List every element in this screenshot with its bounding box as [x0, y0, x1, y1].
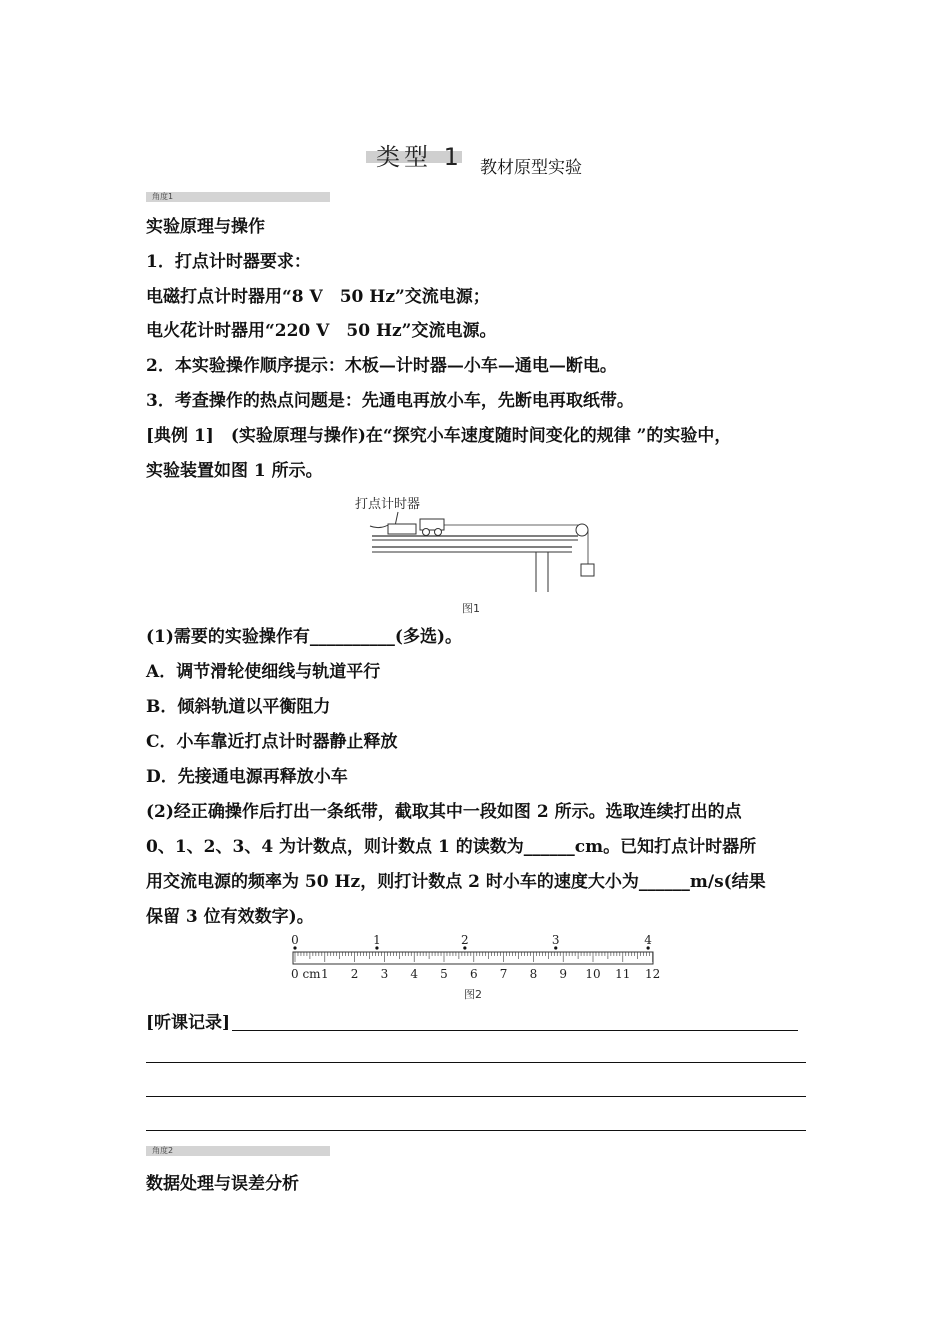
question-2-line-3: 用交流电源的频率为 50 Hz，则打计数点 2 时小车的速度大小为______m/s(结果	[146, 872, 766, 892]
section-heading-data: 数据处理与误差分析	[146, 1174, 299, 1194]
type-subtitle: 教材原型实验	[480, 158, 582, 178]
counting-point-label: 2	[461, 933, 469, 947]
ruler-points	[291, 933, 652, 950]
figure-1-caption: 图1	[462, 602, 480, 615]
requirement-item-1b: 电火花计时器用“220 V 50 Hz”交流电源。	[146, 321, 497, 341]
angle-tag-1	[146, 192, 330, 202]
timer-block	[388, 524, 416, 534]
ruler-number: 6	[469, 967, 478, 981]
ruler-number: 7	[499, 967, 508, 981]
record-label: [听课记录]	[146, 1013, 231, 1033]
counting-point-label: 0	[291, 933, 299, 947]
figure-1-timer-label: 打点计时器	[355, 497, 421, 512]
ruler-number: 9	[559, 967, 568, 981]
figure-2-ruler	[285, 932, 665, 984]
type-label: 类型 1	[376, 143, 463, 171]
paper-tape	[370, 524, 390, 528]
record-line-1[interactable]	[232, 1030, 798, 1031]
ruler-number: 3	[380, 967, 389, 981]
example-line-1: [典例 1] (实验原理与操作)在“探究小车速度随时间变化的规律 ”的实验中，	[146, 426, 732, 446]
angle-tag-1-label: 角度1	[152, 192, 174, 201]
record-line-2[interactable]	[146, 1062, 806, 1063]
ruler-number: 8	[529, 967, 538, 981]
option-d: D．先接通电源再释放小车	[146, 767, 348, 787]
example-line-2: 实验装置如图 1 所示。	[146, 461, 323, 481]
figure-2-caption: 图2	[464, 988, 482, 1001]
cart-wheel-right	[435, 529, 442, 536]
section-heading-principle: 实验原理与操作	[146, 217, 265, 237]
ruler-number: 10	[585, 967, 601, 981]
counting-point-label: 1	[373, 933, 381, 947]
ruler-number: 4	[410, 967, 419, 981]
counting-point-label: 3	[551, 933, 560, 947]
counting-point-label: 4	[644, 933, 652, 947]
figure-1-apparatus	[350, 492, 600, 617]
cart-body	[420, 519, 444, 530]
ruler-numbers	[321, 967, 660, 981]
question-2-line-1: (2)经正确操作后打出一条纸带，截取其中一段如图 2 所示。选取连续打出的点	[146, 802, 742, 822]
requirement-item-3: 3．考查操作的热点问题是：先通电再放小车，先断电再取纸带。	[146, 391, 634, 411]
option-b: B．倾斜轨道以平衡阻力	[146, 697, 331, 717]
ruler-unit-label: 0 cm	[291, 967, 321, 981]
ruler-number: 11	[615, 967, 631, 981]
ruler-number: 12	[644, 967, 661, 981]
ruler-number: 5	[440, 967, 448, 981]
angle-tag-2	[146, 1146, 330, 1156]
record-line-3[interactable]	[146, 1096, 806, 1097]
question-2-line-4: 保留 3 位有效数字)。	[146, 907, 314, 927]
question-1-stem: (1)需要的实验操作有__________(多选)。	[146, 627, 463, 647]
ruler-number: 2	[350, 967, 359, 981]
type-header	[366, 137, 606, 177]
requirement-item-1a: 电磁打点计时器用“8 V 50 Hz”交流电源；	[146, 287, 490, 307]
ruler-number: 1	[320, 967, 329, 981]
requirement-item-2: 2．本实验操作顺序提示：木板—计时器—小车—通电—断电。	[146, 356, 617, 376]
angle-tag-2-label: 角度2	[152, 1146, 174, 1155]
cart-wheel-left	[423, 529, 430, 536]
pulley	[576, 524, 588, 536]
record-line-4[interactable]	[146, 1130, 806, 1131]
option-a: A．调节滑轮使细线与轨道平行	[146, 662, 381, 682]
hanging-weight	[581, 564, 594, 576]
requirement-item-1: 1．打点计时器要求：	[146, 252, 311, 272]
question-2-line-2: 0、1、2、3、4 为计数点，则计数点 1 的读数为______cm。已知打点计时器所	[146, 837, 757, 857]
option-c: C．小车靠近打点计时器静止释放	[146, 732, 398, 752]
